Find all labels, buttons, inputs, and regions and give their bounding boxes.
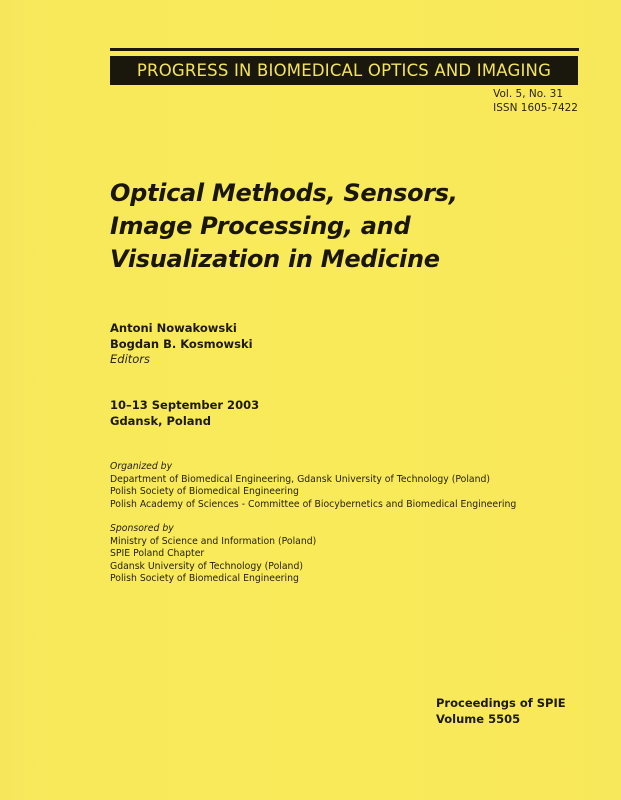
top-rule-divider — [110, 48, 579, 51]
proceedings-block — [436, 696, 566, 727]
organized-by-block — [110, 461, 516, 511]
volume-info — [493, 88, 578, 115]
book-title-line: Visualization in Medicine — [110, 245, 440, 273]
series-title: PROGRESS IN BIOMEDICAL OPTICS AND IMAGING — [136, 61, 552, 80]
event-location: Gdansk, Poland — [110, 413, 211, 428]
sponsor-item: SPIE Poland Chapter — [110, 548, 205, 559]
book-title — [110, 177, 458, 276]
editors-label: Editors — [110, 352, 151, 366]
event-dates: 10–13 September 2003 — [110, 398, 260, 412]
sponsor-item: Gdansk University of Technology (Poland) — [110, 560, 303, 572]
organizer-item: Department of Biomedical Engineering, Gdansk University of Technology (Poland) — [110, 473, 491, 485]
proceedings-volume: Volume 5505 — [436, 711, 521, 726]
sponsored-by-block — [110, 523, 316, 586]
organizer-item: Polish Academy of Sciences - Committee of Biocybernetics and Biomedical Engineering — [110, 498, 517, 510]
editors-block — [110, 321, 253, 368]
sponsor-item: Polish Society of Biomedical Engineering — [110, 573, 299, 584]
book-title-line: Optical Methods, Sensors, — [110, 179, 458, 207]
sponsored-by-heading: Sponsored by — [110, 523, 174, 534]
book-title-line: Image Processing, and — [110, 212, 411, 240]
organizer-item: Polish Society of Biomedical Engineering — [110, 486, 299, 497]
volume-number: Vol. 5, No. 31 — [493, 88, 564, 100]
issn: ISSN 1605-7422 — [493, 101, 578, 114]
organized-by-heading: Organized by — [110, 461, 173, 472]
event-block — [110, 398, 259, 429]
editor-name: Bogdan B. Kosmowski — [110, 336, 253, 351]
proceedings-series: Proceedings of SPIE — [436, 696, 566, 710]
editor-name: Antoni Nowakowski — [110, 321, 237, 335]
sponsor-item: Ministry of Science and Information (Poland) — [110, 535, 317, 547]
series-banner — [110, 56, 578, 85]
